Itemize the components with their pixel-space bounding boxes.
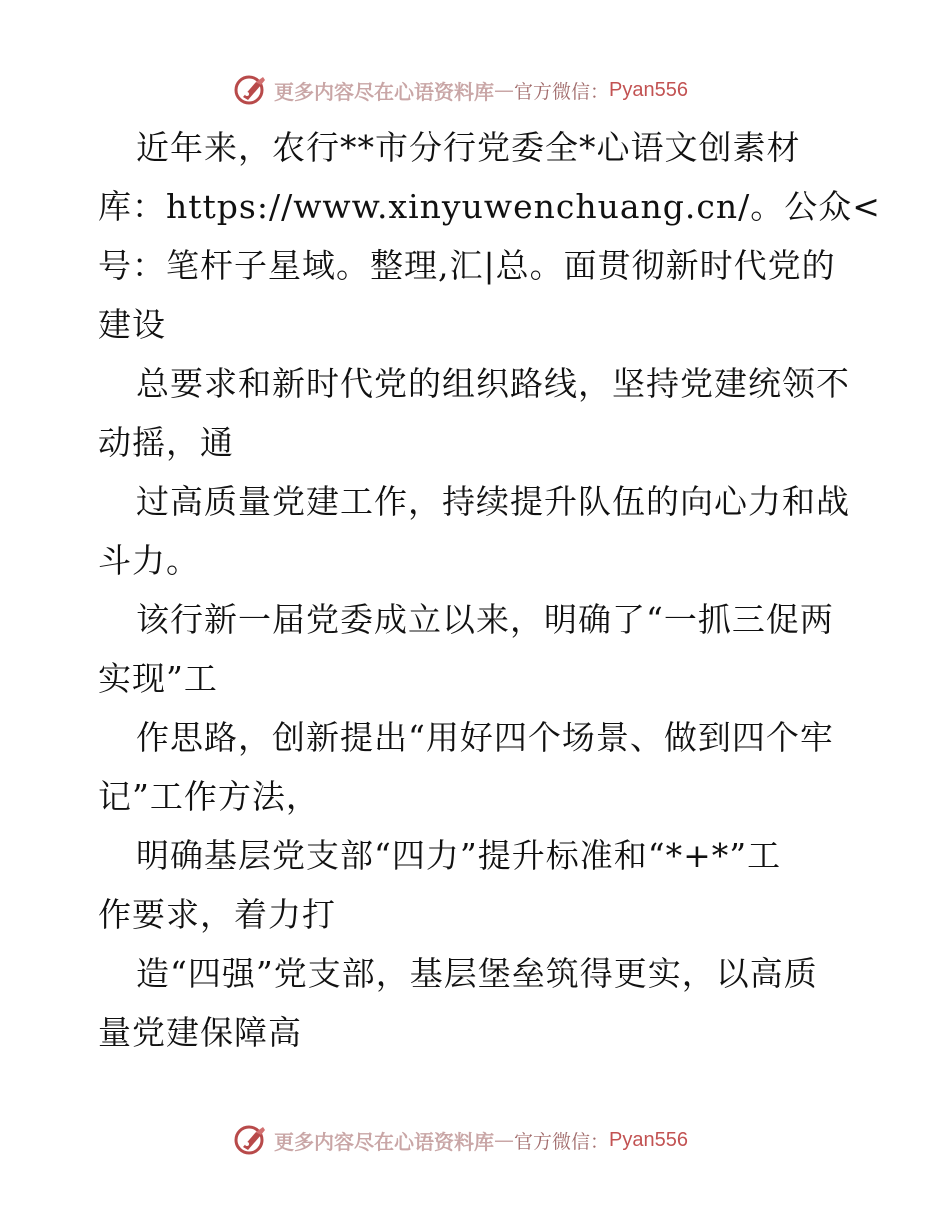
- document-body: [98, 118, 881, 1062]
- header-banner: [234, 70, 688, 110]
- pen-logo-icon: [234, 73, 268, 107]
- banner-wechat-id: Pyan556: [609, 78, 688, 101]
- text-line: 该行新一届党委成立以来，明确了“一抓三促两: [136, 600, 834, 639]
- text-line: 号：笔杆子星域。整理,汇|总。面贯彻新时代党的: [98, 246, 836, 285]
- pen-logo-icon: [234, 1123, 268, 1157]
- footer-banner: [234, 1120, 688, 1160]
- text-line: 斗力。: [98, 541, 200, 580]
- text-line: 总要求和新时代党的组织路线，坚持党建统领不: [136, 364, 850, 403]
- text-line: 量党建保障高: [98, 1013, 302, 1052]
- banner-official-label: 官方微信：: [514, 1130, 610, 1153]
- text-line: 动摇，通: [98, 423, 234, 462]
- banner-official-label: 官方微信：: [514, 80, 610, 103]
- text-line: 实现”工: [98, 659, 218, 698]
- text-line: 造“四强”党支部，基层堡垒筑得更实，以高质: [136, 954, 818, 993]
- text-line: 近年来，农行**市分行党委全*心语文创素材: [136, 128, 801, 167]
- text-line: 过高质量党建工作，持续提升队伍的向心力和战: [136, 482, 850, 521]
- text-line: 作思路，创新提出“用好四个场景、做到四个牢: [136, 718, 834, 757]
- text-line-url: [98, 177, 881, 236]
- banner-dash: —: [494, 78, 514, 102]
- text-line: 记”工作方法，: [98, 777, 320, 816]
- banner-main-text: 更多内容尽在心语资料库: [274, 1129, 494, 1154]
- banner-main-text: 更多内容尽在心语资料库: [274, 79, 494, 104]
- text-line: 建设: [98, 305, 166, 344]
- banner-dash: —: [494, 1128, 514, 1152]
- text-line: 作要求，着力打: [98, 895, 336, 934]
- text-line: 库：https://www.xinyuwenchuang.cn/。公众<: [98, 187, 881, 226]
- text-line: 明确基层党支部“四力”提升标准和“*+*”工: [136, 836, 782, 875]
- banner-wechat-id: Pyan556: [609, 1128, 688, 1151]
